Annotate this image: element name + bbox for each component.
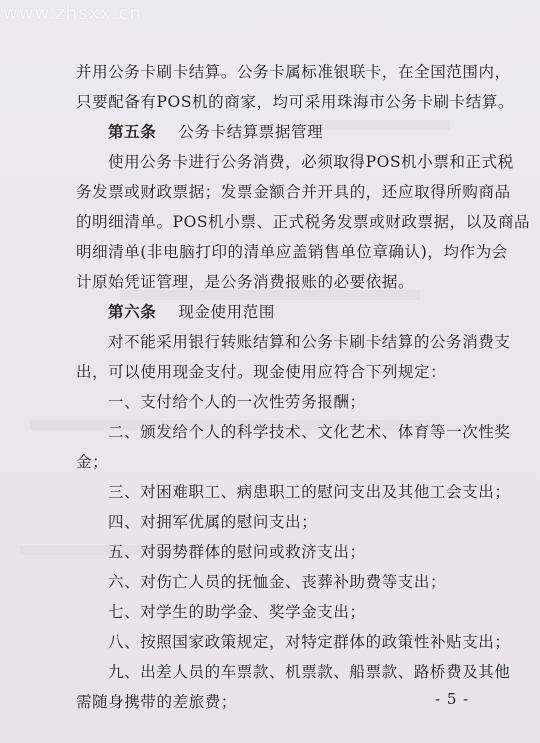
article-number: 第六条 [108,303,157,321]
article-number: 第五条 [108,123,157,141]
page-number: - 5 - [435,690,470,708]
body-line: 明细清单(非电脑打印的清单应盖销售单位章确认)，均作为会 [76,243,508,261]
list-item-continuation: 需随身携带的差旅费； [76,693,238,711]
body-line: 务发票或财政票据；发票金额合并开具的，还应取得所购商品 [76,183,511,201]
list-item: 四、对拥军优属的慰问支出； [108,513,318,531]
body-line: 出，可以使用现金支付。现金使用应符合下列规定： [76,363,447,381]
list-item: 一、支付给个人的一次性劳务报酬； [108,393,366,411]
list-item-continuation: 金； [76,453,109,471]
article-title: 公务卡结算票据管理 [178,123,324,141]
body-line: 计原始凭证管理，是公务消费报账的必要依据。 [76,273,415,291]
body-line: 对不能采用银行转账结算和公务卡刷卡结算的公务消费支 [108,333,511,351]
article-title: 现金使用范围 [178,303,275,321]
list-item: 三、对困难职工、病患职工的慰问支出及其他工会支出； [108,483,511,501]
body-line: 的明细清单。POS机小票、正式税务发票或财政票据，以及商品 [76,213,531,231]
body-line: 使用公务卡进行公务消费，必须取得POS机小票和正式税 [108,153,514,171]
article-heading [108,302,275,322]
list-item: 五、对弱势群体的慰问或救济支出； [108,543,366,561]
list-item: 七、对学生的助学金、奖学金支出； [108,603,366,621]
list-item: 六、对伤亡人员的抚恤金、丧葬补助费等支出； [108,573,447,591]
body-line: 并用公务卡刷卡结算。公务卡属标准银联卡，在全国范围内， [76,63,511,81]
body-line: 只要配备有POS机的商家，均可采用珠海市公务卡刷卡结算。 [76,93,515,111]
list-item: 九、出差人员的车票款、机票款、船票款、路桥费及其他 [108,663,511,681]
site-watermark: www.zhsxx.cn [3,3,142,24]
list-item: 八、按照国家政策规定，对特定群体的政策性补贴支出； [108,633,511,651]
article-heading [108,122,323,142]
list-item: 二、颁发给个人的科学技术、文化艺术、体育等一次性奖 [108,423,511,441]
